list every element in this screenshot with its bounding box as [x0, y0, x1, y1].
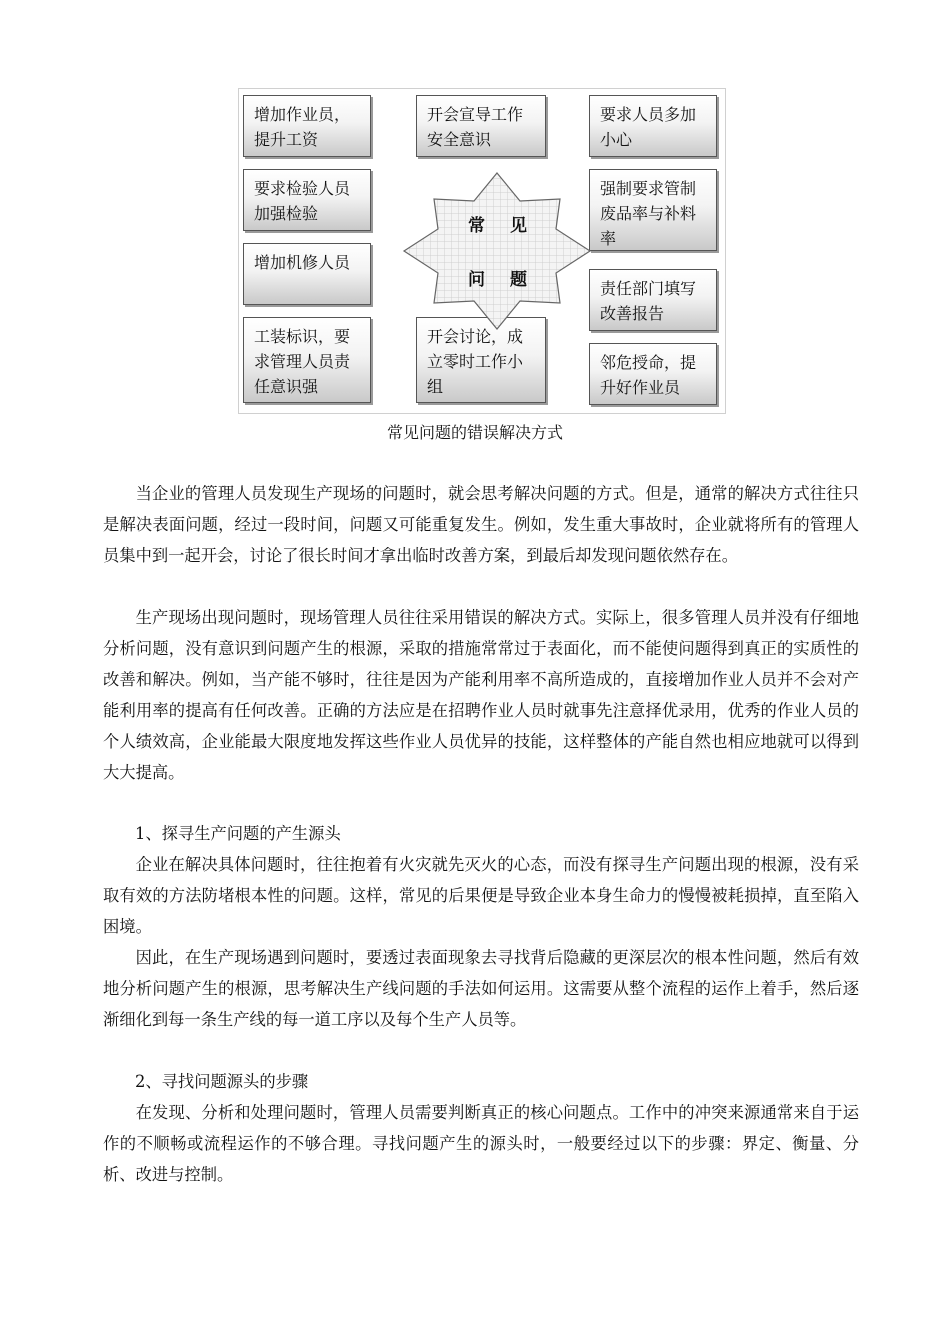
section-heading-1: 1、探寻生产问题的产生源头	[135, 824, 341, 843]
box-safety-meeting: 开会宣导工作安全意识	[416, 95, 546, 157]
paragraph-5: 在发现、分析和处理问题时，管理人员需要判断真正的核心问题点。工作中的冲突来源通常来自于运作的不顺畅或流程运作的不够合理。寻找问题产生的源头时，一般要经过以下的步骤：界定、衡量、分析、改进与控制。	[103, 1103, 859, 1184]
center-char-1: 常	[468, 216, 485, 236]
box-tooling-label: 工装标识，要求管理人员责任意识强	[243, 317, 371, 403]
diagram-figure	[238, 88, 726, 414]
box-add-maintenance: 增加机修人员	[243, 243, 371, 305]
box-scrap-rate-control: 强制要求管制废品率与补料率	[589, 169, 717, 251]
paragraph-4: 因此，在生产现场遇到问题时，要透过表面现象去寻找背后隐藏的更深层次的根本性问题，然后有效地分析问题产生的根源，思考解决生产线问题的手法如何运用。这需要从整个流程的运作上着手，然后逐渐细化到每一条生产线的每一道工序以及每个生产人员等。	[103, 948, 859, 1029]
box-improvement-report: 责任部门填写改善报告	[589, 269, 717, 331]
paragraph-2: 生产现场出现问题时，现场管理人员往往采用错误的解决方式。实际上，很多管理人员并没有仔细地分析问题，没有意识到问题产生的根源，采取的措施常常过于表面化，而不能使问题得到真正的实质性的改善和解决。例如，当产能不够时，往往是因为产能利用率不高所造成的，直接增加作业人员并不会对产能利用率的提高有任何改善。正确的方法应是在招聘作业人员时就事先注意择优录用，优秀的作业人员的个人绩效高，企业能最大限度地发挥这些作业人员优异的技能，这样整体的产能自然也相应地就可以得到大大提高。	[103, 608, 859, 782]
box-strengthen-inspection: 要求检验人员加强检验	[243, 169, 371, 231]
paragraph-1: 当企业的管理人员发现生产现场的问题时，就会思考解决问题的方式。但是，通常的解决方式往往只是解决表面问题，经过一段时间，问题又可能重复发生。例如，发生重大事故时，企业就将所有的管理人员集中到一起开会，讨论了很长时间才拿出临时改善方案，到最后却发现问题依然存在。	[103, 484, 859, 565]
box-be-careful: 要求人员多加小心	[589, 95, 717, 157]
center-char-3: 问	[468, 270, 485, 290]
box-promote-operators: 邻危授命，提升好作业员	[589, 343, 717, 405]
figure-caption: 常见问题的错误解决方式	[386, 423, 563, 442]
center-char-4: 题	[510, 270, 527, 290]
box-add-workers: 增加作业员，提升工资	[243, 95, 371, 157]
section-heading-2: 2、寻找问题源头的步骤	[135, 1072, 309, 1091]
box-temp-team: 开会讨论，成立零时工作小组	[416, 317, 546, 403]
center-star-shape	[402, 171, 592, 331]
paragraph-3: 企业在解决具体问题时，往往抱着有火灾就先灭火的心态，而没有探寻生产问题出现的根源，没有采取有效的方法防堵根本性的问题。这样，常见的后果便是导致企业本身生命力的慢慢被耗损掉，直至陷入困境。	[103, 855, 859, 936]
center-char-2: 见	[510, 216, 527, 236]
